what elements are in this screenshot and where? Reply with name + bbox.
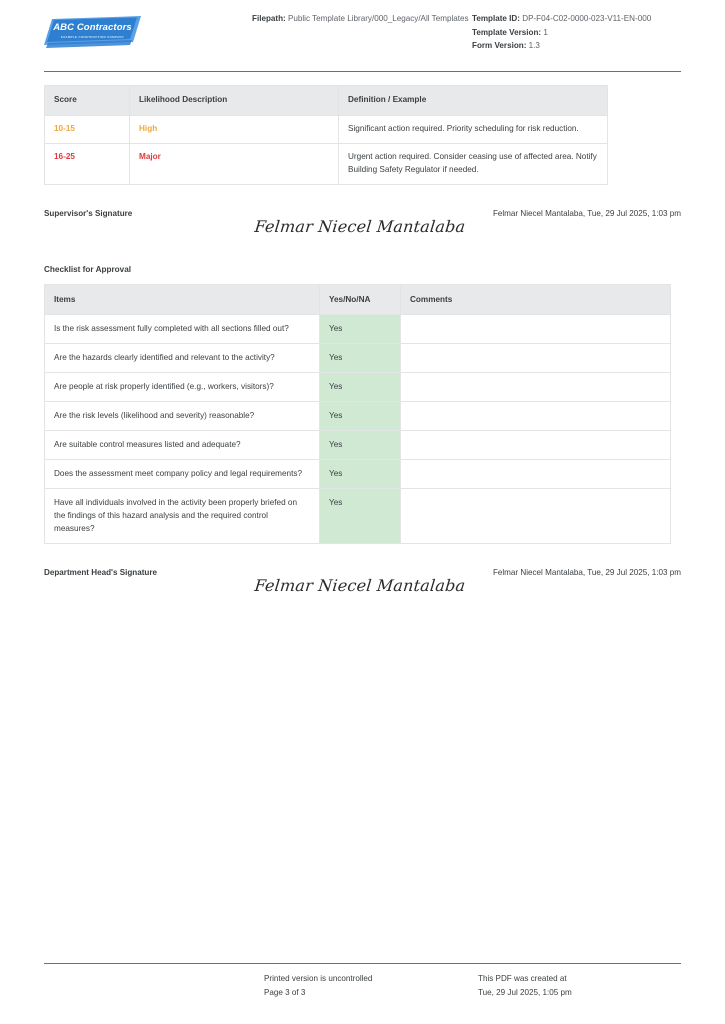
risk-score-value: 16-25 [45, 144, 130, 185]
template-id-row [472, 12, 681, 26]
approval-checklist-table [44, 284, 671, 544]
checklist-answer: Yes [320, 402, 401, 431]
footer-divider [44, 963, 681, 964]
template-version-label: Template Version: [472, 27, 542, 37]
logo-column [44, 12, 252, 49]
pdf-created-value: Tue, 29 Jul 2025, 1:05 pm [478, 987, 572, 997]
table-row [45, 460, 671, 489]
company-logo [44, 16, 141, 49]
risk-score-table [44, 85, 608, 185]
risk-score-value: 10-15 [45, 115, 130, 144]
filepath-block [252, 12, 472, 26]
logo-tagline: EXAMPLE CONSTRUCTION COMPANY [60, 35, 125, 39]
checklist-comment [401, 373, 671, 402]
form-version-row [472, 39, 681, 53]
template-meta-block [472, 12, 681, 53]
checklist-answer: Yes [320, 344, 401, 373]
checklist-header-items: Items [45, 285, 320, 315]
table-row [45, 344, 671, 373]
checklist-answer: Yes [320, 431, 401, 460]
checklist-item-text: Are suitable control measures listed and adequate? [45, 431, 320, 460]
risk-header-definition: Definition / Example [339, 86, 608, 116]
logo-company-name: ABC Contractors [53, 22, 132, 33]
checklist-comment [401, 431, 671, 460]
checklist-item-text: Is the risk assessment fully completed with all sections filled out? [45, 315, 320, 344]
form-version-label: Form Version: [472, 41, 527, 50]
risk-likelihood-value: Major [130, 144, 339, 185]
department-head-signature-block [44, 568, 681, 612]
table-header-row [45, 285, 671, 315]
checklist-comment [401, 460, 671, 489]
template-id-value: DP-F04-C02-0000-023-V11-EN-000 [522, 14, 652, 23]
table-row [45, 431, 671, 460]
risk-likelihood-value: High [130, 115, 339, 144]
filepath-value: Public Template Library/000_Legacy/All Templates [287, 14, 469, 23]
table-row [45, 144, 608, 185]
table-row [45, 402, 671, 431]
uncontrolled-notice: Printed version is uncontrolled [264, 974, 373, 983]
checklist-item-text: Are the risk levels (likelihood and severity) reasonable? [45, 402, 320, 431]
checklist-answer: Yes [320, 489, 401, 544]
risk-definition-value: Significant action required. Priority scheduling for risk reduction. [339, 115, 608, 144]
supervisor-signature-label: Supervisor's Signature [44, 209, 133, 218]
supervisor-signature-meta: Felmar Niecel Mantalaba, Tue, 29 Jul 2025, 1:03 pm [492, 209, 681, 218]
template-id-label: Template ID: [472, 14, 520, 23]
form-version-value: 1.3 [528, 41, 540, 50]
footer-left-block [264, 972, 464, 999]
page-number: Page 3 of 3 [264, 987, 306, 997]
supervisor-signature-image: Felmar Niecel Mantalaba [253, 217, 467, 236]
checklist-comment [401, 402, 671, 431]
checklist-item-text: Does the assessment meet company policy and legal requirements? [45, 460, 320, 489]
header-divider [44, 71, 681, 72]
checklist-answer: Yes [320, 315, 401, 344]
risk-definition-value: Urgent action required. Consider ceasing use of affected area. Notify Building Safety Regulator if needed. [339, 144, 608, 185]
department-head-signature-image: Felmar Niecel Mantalaba [253, 576, 467, 595]
checklist-title: Checklist for Approval [44, 265, 132, 274]
document-header [44, 12, 681, 53]
checklist-comment [401, 315, 671, 344]
checklist-header-comments: Comments [401, 285, 671, 315]
department-head-signature-label: Department Head's Signature [44, 568, 158, 577]
template-version-row [472, 26, 681, 40]
template-version-value: 1 [543, 27, 548, 37]
table-row [45, 373, 671, 402]
checklist-answer: Yes [320, 460, 401, 489]
table-row [45, 489, 671, 544]
department-head-signature-meta: Felmar Niecel Mantalaba, Tue, 29 Jul 2025, 1:03 pm [492, 568, 681, 577]
table-row [45, 315, 671, 344]
checklist-comment [401, 344, 671, 373]
checklist-answer: Yes [320, 373, 401, 402]
checklist-comment [401, 489, 671, 544]
pdf-created-label: This PDF was created at [478, 974, 567, 983]
risk-header-score: Score [45, 86, 130, 116]
risk-header-likelihood: Likelihood Description [130, 86, 339, 116]
table-row [45, 115, 608, 144]
checklist-header-yesno: Yes/No/NA [320, 285, 401, 315]
table-header-row [45, 86, 608, 116]
checklist-item-text: Are people at risk properly identified (e.g., workers, visitors)? [45, 373, 320, 402]
checklist-item-text: Have all individuals involved in the activity been properly briefed on the findings of this hazard analysis and the required control measures? [45, 489, 320, 544]
filepath-label: Filepath: [252, 14, 286, 23]
footer-right-block [478, 972, 678, 999]
supervisor-signature-block [44, 209, 681, 253]
checklist-item-text: Are the hazards clearly identified and relevant to the activity? [45, 344, 320, 373]
